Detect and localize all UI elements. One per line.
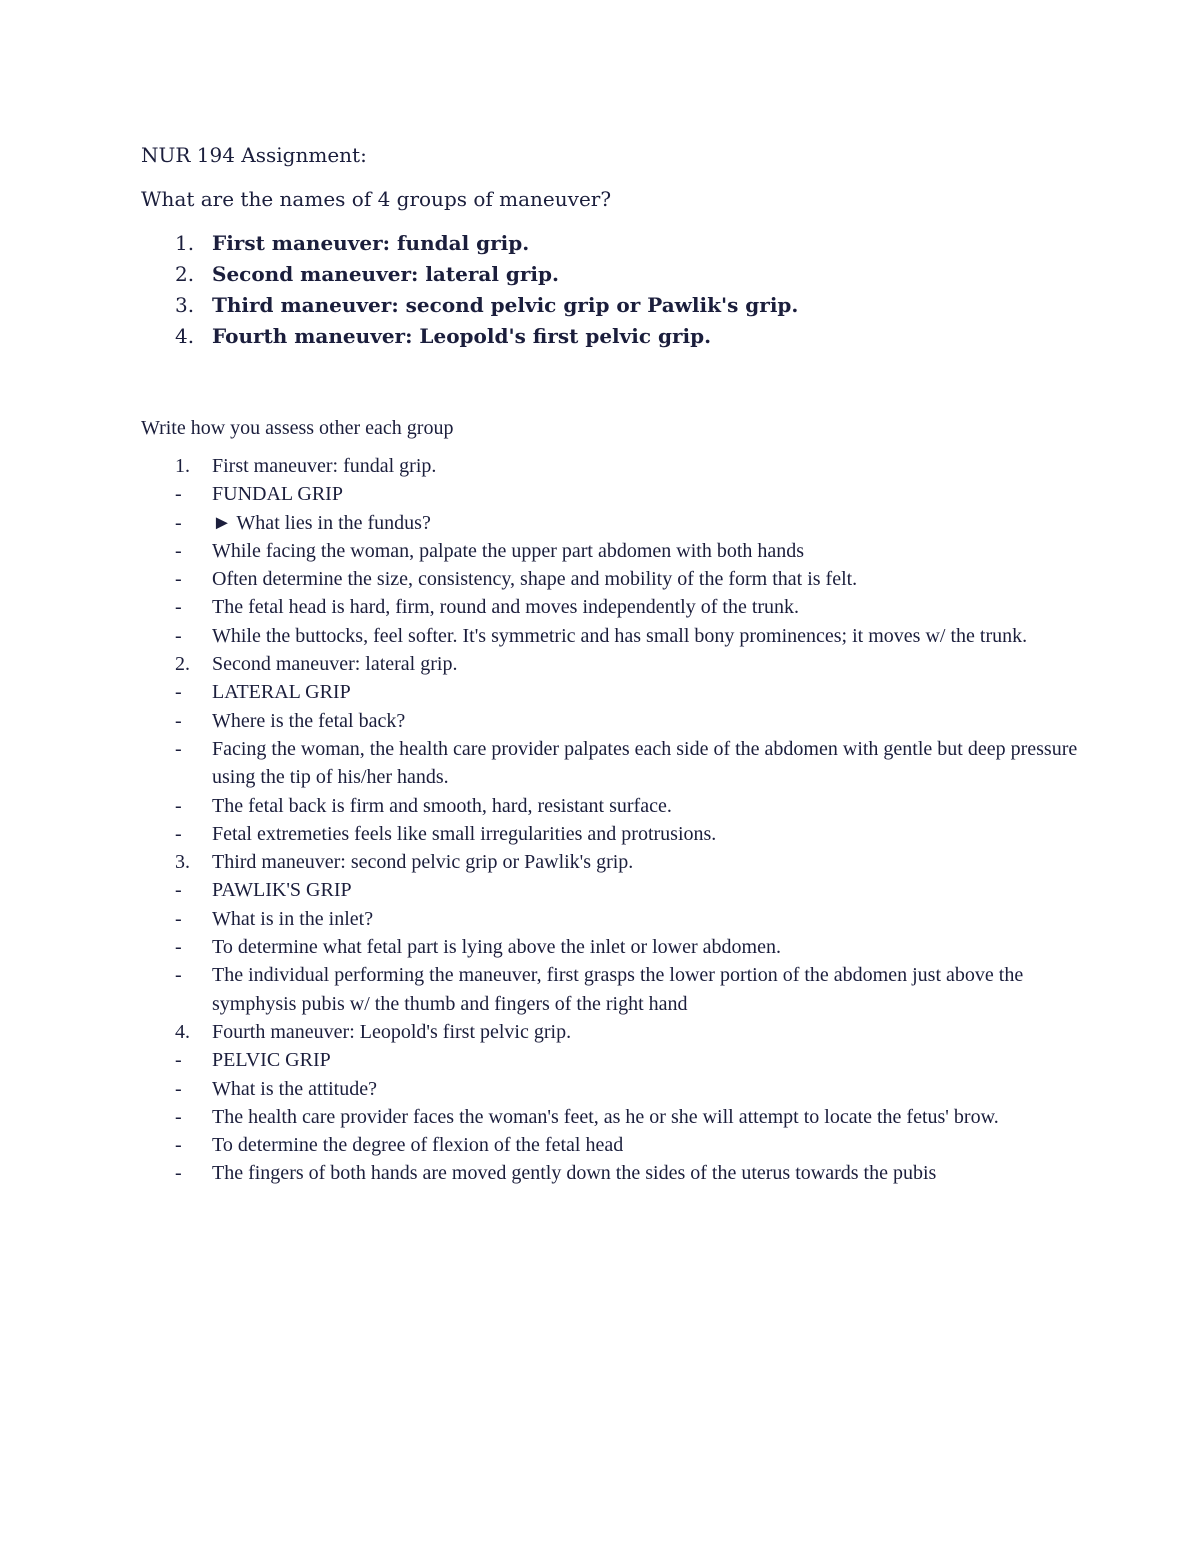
bullet-text: To determine the degree of flexion of the fetal head — [212, 1134, 624, 1157]
dash-marker: - — [175, 794, 182, 817]
dash-marker: - — [175, 879, 182, 902]
bullet-text: PELVIC GRIP — [212, 1049, 331, 1072]
list-number: 2. — [175, 653, 190, 676]
group-label: Second maneuver: lateral grip. — [212, 653, 458, 676]
list-number: 1. — [175, 455, 190, 477]
list-number: 3. — [175, 293, 195, 317]
bullet-item — [141, 933, 1081, 961]
bullet-text: The fingers of both hands are moved gently down the sides of the uterus towards the pubis — [212, 1162, 937, 1185]
group-label: Fourth maneuver: Leopold's first pelvic grip. — [212, 1020, 572, 1043]
maneuver-name-list — [141, 228, 1081, 352]
dash-marker: - — [175, 1162, 182, 1185]
bullet-item — [141, 792, 1081, 820]
dash-marker: - — [175, 1134, 182, 1157]
dash-marker: - — [175, 681, 182, 704]
bullet-item — [141, 537, 1081, 565]
bullet-text: The health care provider faces the woman's feet, as he or she will attempt to locate the fetus' brow. — [212, 1105, 999, 1128]
bullet-text: Facing the woman, the health care provider palpates each side of the abdomen with gentle but deep pressure using the tip of his/her hands. — [212, 737, 1078, 789]
group-bullets — [141, 480, 1081, 650]
bullet-text: ► What lies in the fundus? — [212, 511, 431, 534]
group-label: First maneuver: fundal grip. — [212, 455, 437, 477]
bullet-item — [141, 961, 1081, 1018]
bullet-item — [141, 565, 1081, 593]
dash-marker: - — [175, 822, 182, 845]
dash-marker: - — [175, 624, 182, 647]
dash-marker: - — [175, 511, 182, 534]
bullet-item — [141, 876, 1081, 904]
assessment-group — [141, 650, 1081, 848]
dash-marker: - — [175, 568, 182, 591]
bullet-text: Fetal extremeties feels like small irregularities and protrusions. — [212, 822, 717, 845]
bullet-item — [141, 622, 1081, 650]
maneuver-name: Third maneuver: second pelvic grip or Pawlik's grip. — [212, 293, 799, 317]
assessment-group — [141, 1018, 1081, 1188]
bullet-text: FUNDAL GRIP — [212, 483, 343, 506]
maneuver-name-item — [141, 290, 1081, 321]
maneuver-name-item — [141, 259, 1081, 290]
bullet-item — [141, 1131, 1081, 1159]
dash-marker: - — [175, 1077, 182, 1100]
maneuver-name: Second maneuver: lateral grip. — [212, 262, 559, 286]
bullet-text: While the buttocks, feel softer. It's symmetric and has small bony prominences; it moves w/ the trunk. — [212, 624, 1028, 647]
dash-marker: - — [175, 964, 182, 987]
bullet-item — [141, 509, 1081, 537]
dash-marker: - — [175, 596, 182, 619]
dash-marker: - — [175, 1049, 182, 1072]
group-label: Third maneuver: second pelvic grip or Pawlik's grip. — [212, 851, 634, 874]
bullet-item — [141, 905, 1081, 933]
assessment-group — [141, 848, 1081, 1018]
bullet-text: What is the attitude? — [212, 1077, 377, 1100]
bullet-text: The fetal head is hard, firm, round and moves independently of the trunk. — [212, 596, 800, 619]
bullet-item — [141, 820, 1081, 848]
list-number: 4. — [175, 324, 195, 348]
bullet-item — [141, 1103, 1081, 1131]
bullet-text: The fetal back is firm and smooth, hard, resistant surface. — [212, 794, 672, 817]
bullet-text: What is in the inlet? — [212, 907, 374, 930]
document-page — [141, 138, 1081, 1188]
group-bullets — [141, 876, 1081, 1017]
dash-marker: - — [175, 936, 182, 959]
bullet-text: Often determine the size, consistency, shape and mobility of the form that is felt. — [212, 568, 858, 591]
group-bullets — [141, 678, 1081, 848]
list-number: 4. — [175, 1020, 190, 1043]
document-title: NUR 194 Assignment: — [141, 143, 367, 167]
maneuver-name-item — [141, 321, 1081, 352]
dash-marker: - — [175, 1105, 182, 1128]
bullet-item — [141, 480, 1081, 508]
dash-marker: - — [175, 907, 182, 930]
bullet-item — [141, 1159, 1081, 1187]
list-number: 1. — [175, 231, 195, 255]
maneuver-name: Fourth maneuver: Leopold's first pelvic grip. — [212, 324, 712, 348]
assessment-group-list — [141, 452, 1081, 1188]
maneuver-name: First maneuver: fundal grip. — [212, 231, 530, 255]
bullet-item — [141, 707, 1081, 735]
bullet-text: Where is the fetal back? — [212, 709, 406, 732]
assessment-section-heading: Write how you assess other each group — [141, 417, 454, 439]
bullet-item — [141, 1046, 1081, 1074]
list-number: 3. — [175, 851, 190, 874]
bullet-text: LATERAL GRIP — [212, 681, 351, 704]
maneuver-name-item — [141, 228, 1081, 259]
bullet-text: To determine what fetal part is lying above the inlet or lower abdomen. — [212, 936, 781, 959]
question-heading: What are the names of 4 groups of maneuver? — [141, 187, 612, 211]
dash-marker: - — [175, 539, 182, 562]
dash-marker: - — [175, 737, 182, 760]
bullet-item — [141, 735, 1081, 792]
bullet-text: While facing the woman, palpate the upper part abdomen with both hands — [212, 539, 805, 562]
bullet-item — [141, 593, 1081, 621]
assessment-group — [141, 452, 1081, 650]
bullet-text: The individual performing the maneuver, first grasps the lower portion of the abdomen just above the symphysis pubis w/ the thumb and fingers of the right hand — [212, 964, 1024, 1015]
dash-marker: - — [175, 709, 182, 732]
list-number: 2. — [175, 262, 195, 286]
bullet-item — [141, 1075, 1081, 1103]
dash-marker: - — [175, 483, 182, 506]
bullet-item — [141, 678, 1081, 706]
bullet-text: PAWLIK'S GRIP — [212, 879, 352, 902]
group-bullets — [141, 1046, 1081, 1187]
